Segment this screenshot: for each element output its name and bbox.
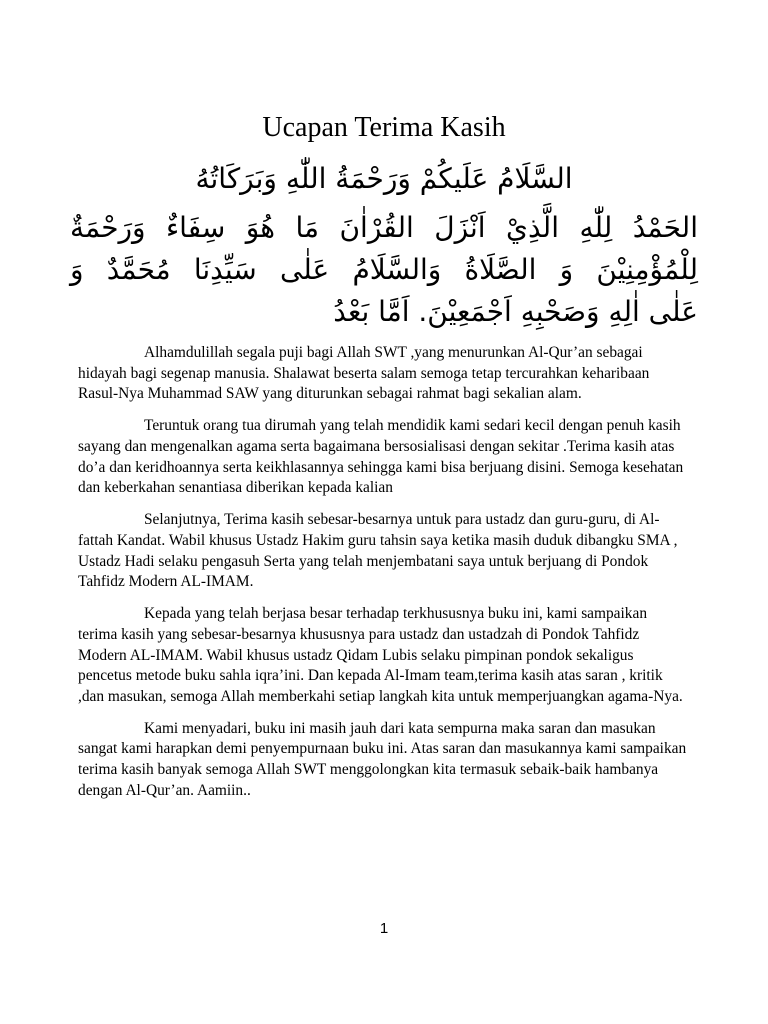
page-title: Ucapan Terima Kasih [262, 112, 506, 143]
paragraph: Selanjutnya, Terima kasih sebesar-besarnya untuk para ustadz dan guru-guru, di Al-fattah Kandat. Wabil khusus Ustadz Hakim guru tahsin saya ketika masih duduk dibangku SMA , Ustadz Hadi selaku pengasuh Serta yang telah menjembatani saya untuk berjuang di Pondok Tahfidz Modern AL-IMAM. [78, 511, 678, 591]
arabic-opening-line: لِلْمُؤْمِنِيْنَ وَ الصَّلَاةُ وَالسَّلَامُ عَلٰى سَيِّدِنَا مُحَمَّدٌ وَ [70, 253, 698, 286]
arabic-opening-line: عَلٰى اٰلِهِ وَصَحْبِهِ اَجْمَعِيْنَ. اَمَّا بَعْدُ [333, 295, 698, 328]
arabic-salam-greeting: السَّلَامُ عَلَيكُمْ وَرَحْمَةُ اللّٰهِ وَبَرَكَاتُهُ [195, 162, 573, 195]
paragraph: Teruntuk orang tua dirumah yang telah mendidik kami sedari kecil dengan penuh kasih sayang dan mengenalkan agama serta bagaimana bersosialisasi dengan sekitar .Terima kasih atas do’a dan keridhoannya serta keikhlasannya sehingga kami bisa berjuang disini. Semoga kesehatan dan keberkahan senantiasa diberikan kepada kalian [78, 417, 684, 497]
paragraph: Kepada yang telah berjasa besar terhadap terkhususnya buku ini, kami sampaikan terima kasih yang sebesar-besarnya khususnya para ustadz dan ustadzah di Pondok Tahfidz Modern AL-IMAM. Wabil khusus ustadz Qidam Lubis selaku pimpinan pondok sekaligus pencetus metode buku sahla iqra’ini. Dan kepada Al-Imam team,terima kasih atas saran , kritik ,dan masukan, semoga Allah memberkahi setiap langkah kita untuk memperjuangkan agama-Nya. [78, 605, 683, 705]
paragraph: Kami menyadari, buku ini masih jauh dari kata sempurna maka saran dan masukan sangat kami harapkan demi penyempurnaan buku ini. Atas saran dan masukannya kami sampaikan terima kasih banyak semoga Allah SWT menggolongkan kita termasuk sebaik-baik hambanya dengan Al-Qur’an. Aamiin.. [78, 719, 687, 799]
page-number: 1 [379, 920, 389, 937]
body-text [78, 343, 690, 813]
paragraph: Alhamdulillah segala puji bagi Allah SWT ,yang menurunkan Al-Qur’an sebagai hidayah bagi segenap manusia. Shalawat beserta salam semoga tetap tercurahkan keharibaan Rasul-Nya Muhammad SAW yang diturunkan sebagai rahmat bagi sekalian alam. [78, 344, 650, 403]
arabic-opening-line: الحَمْدُ لِلّٰهِ الَّذِيْ اَنْزَلَ القُرْاٰنَ مَا هُوَ سِفَاءٌ وَرَحْمَةٌ [70, 211, 698, 244]
